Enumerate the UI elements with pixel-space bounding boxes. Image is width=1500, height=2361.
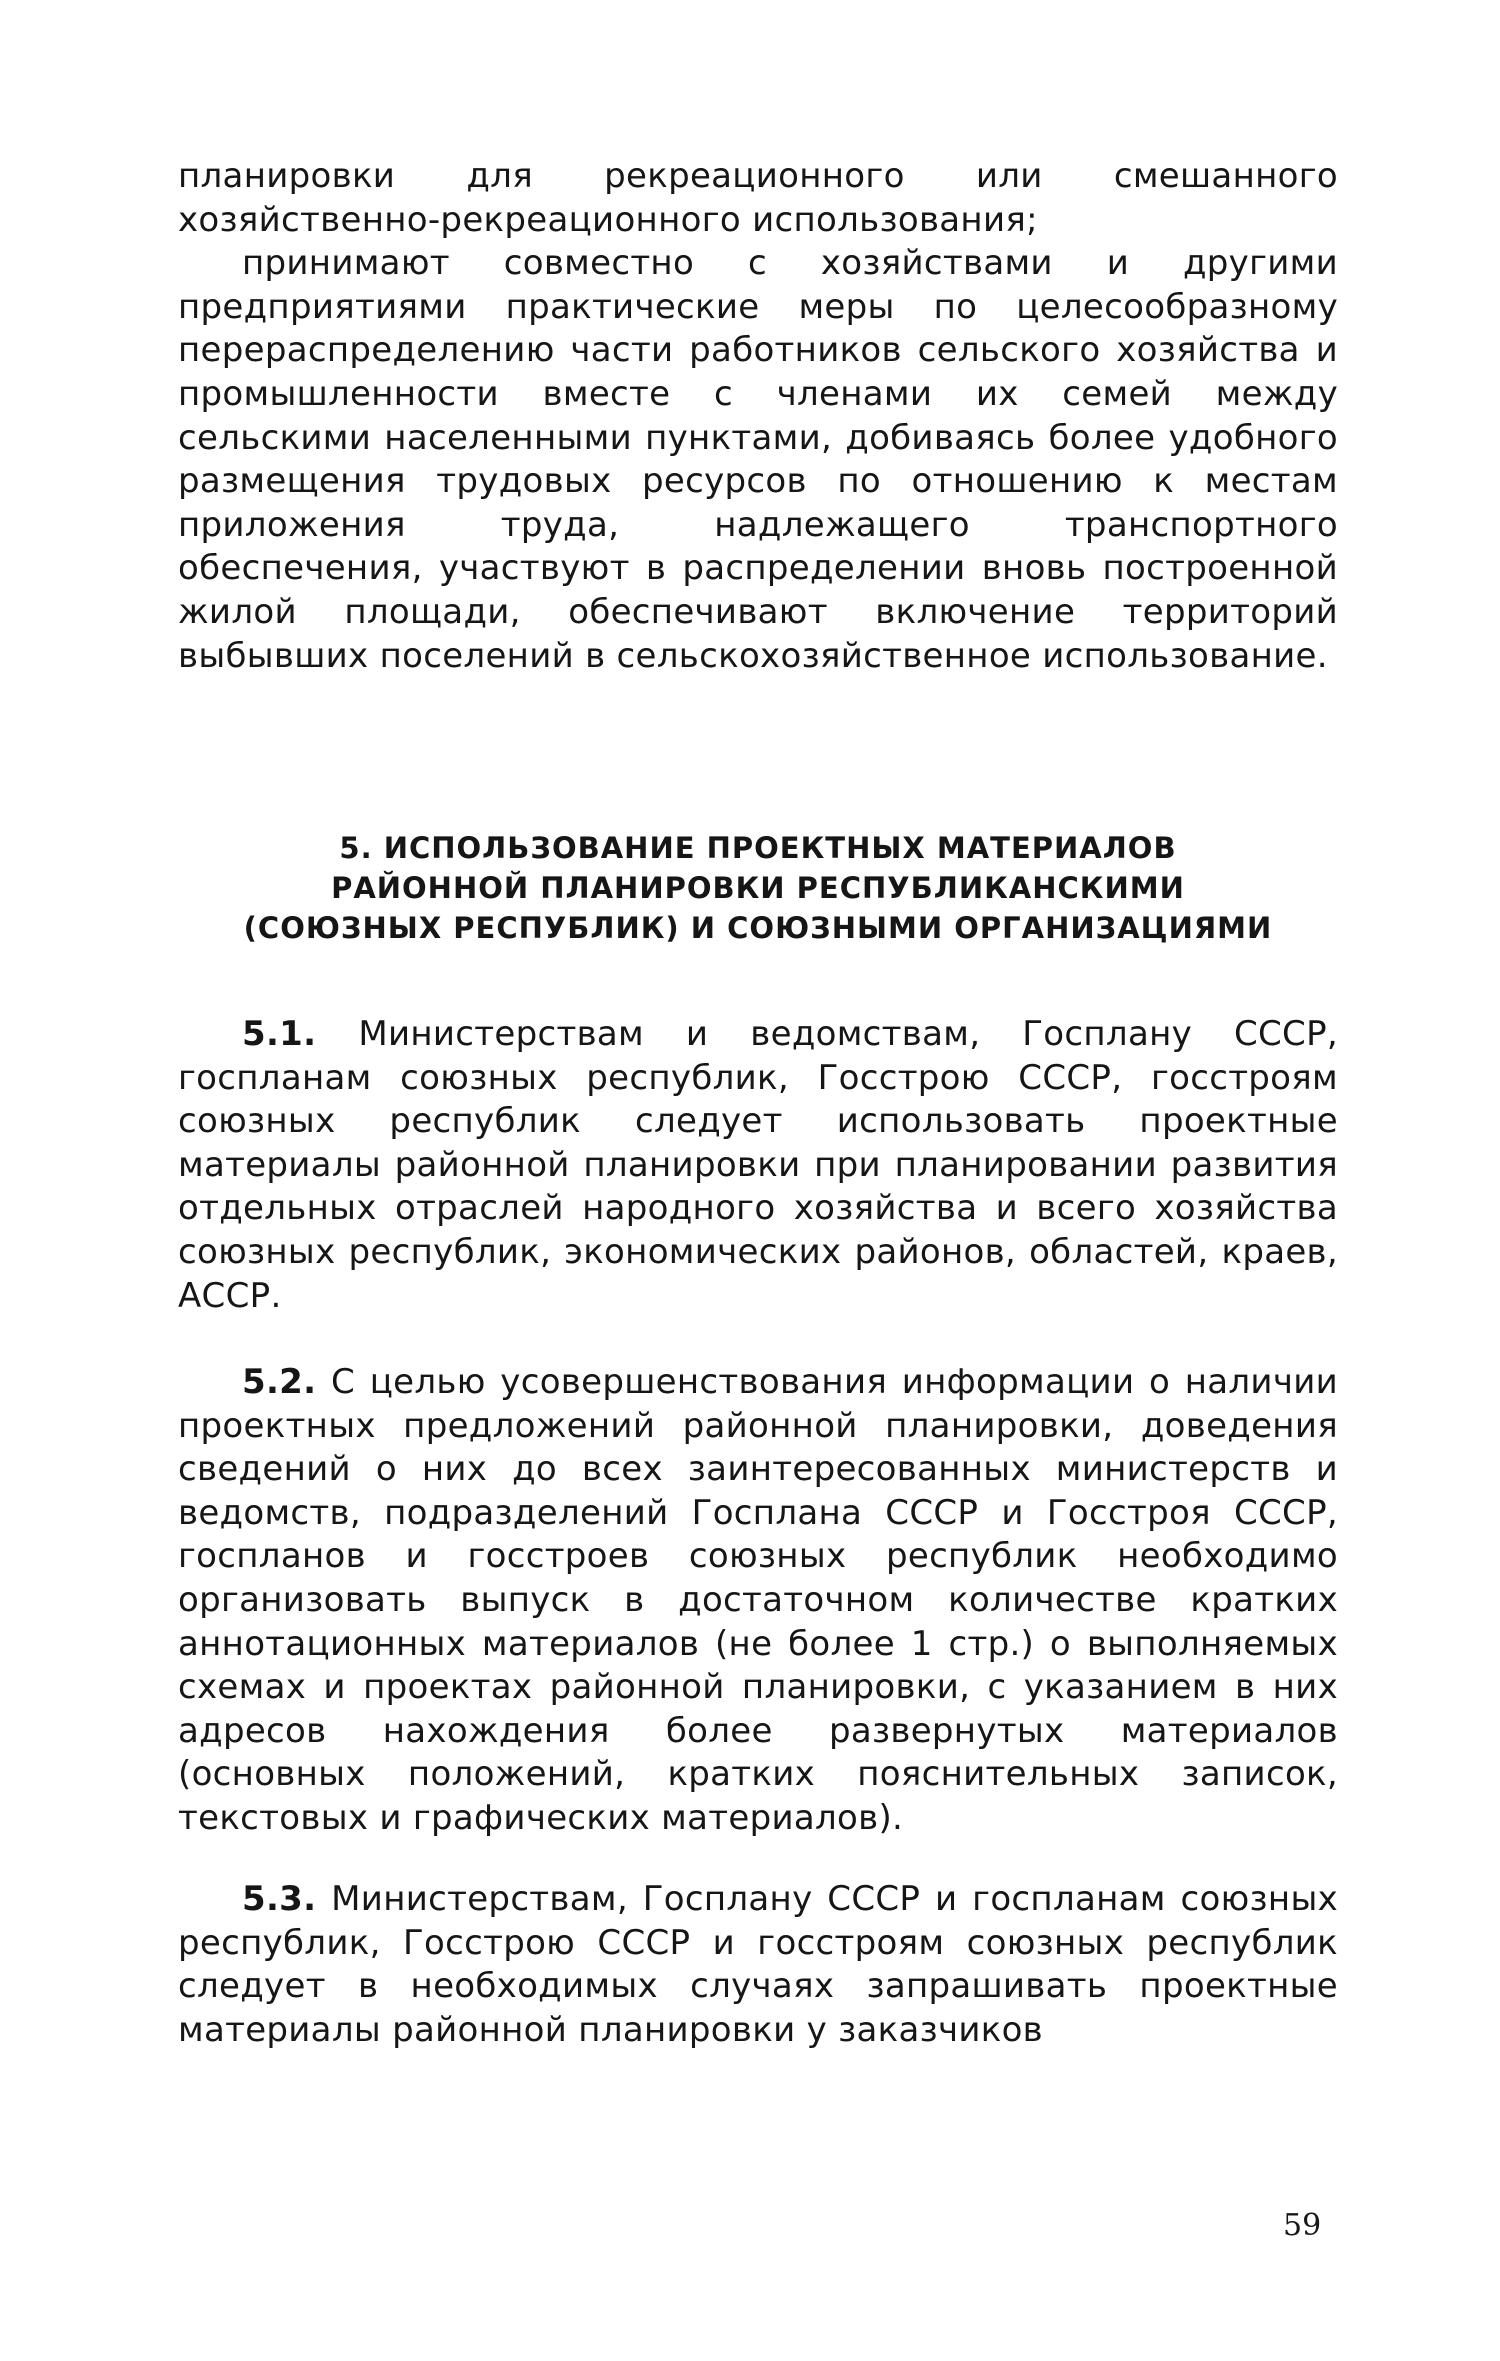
section-heading-line-3: (СОЮЗНЫХ РЕСПУБЛИК) И СОЮЗНЫМИ ОРГАНИЗАЦИЯМИ xyxy=(243,911,1273,945)
clause-text: Министерствам, Госплану СССР и госпланам союзных республик, Госстрою СССР и госстроям союзных республик следует в необходимых случаях запрашивать проектные материалы районной планировки у заказчиков xyxy=(178,1879,1339,2050)
clause-number: 5.1. xyxy=(242,1014,317,1054)
clause-text: Министерствам и ведомствам, Госплану СССР, госпланам союзных республик, Госстрою СССР, госстроям союзных республик следует использовать проектные материалы районной планировки при планировании развития отдельных отраслей народного хозяйства и всего хозяйства союзных республик, экономических районов, областей, краев, АССР. xyxy=(178,1014,1339,1316)
intro-continuation: планировки для рекреационного или смешанного хозяйственно-рекреационного использования; xyxy=(178,156,1338,240)
page-number: 59 xyxy=(1283,2208,1322,2243)
intro-text xyxy=(178,155,1338,678)
clause-text: С целью усовершенствования информации о наличии проектных предложений районной планировки, доведения сведений о них до всех заинтересованных министерств и ведомств, подразделений Госплана СССР и Госстроя СССР, госпланов и госстроев союзных республик необходимо организовать выпуск в достаточном количестве кратких аннотационных материалов (не более 1 стр.) о выполняемых схемах и проектах районной планировки, с указанием в них адресов нахождения более развернутых материалов (основных положений, кратких пояснительных записок, текстовых и графических материалов). xyxy=(178,1362,1339,1838)
section-heading-line-1: 5. ИСПОЛЬЗОВАНИЕ ПРОЕКТНЫХ МАТЕРИАЛОВ xyxy=(339,831,1177,865)
section-heading xyxy=(178,828,1338,948)
clause-5-2 xyxy=(178,1361,1338,1841)
section-heading-line-2: РАЙОННОЙ ПЛАНИРОВКИ РЕСПУБЛИКАНСКИМИ xyxy=(331,871,1185,905)
intro-paragraph: принимают совместно с хозяйствами и другими предприятиями практические меры по целесообразному перераспределению части работников сельского хозяйства и промышленности вместе с членами их семей между сельскими населенными пунктами, добиваясь более удобного размещения трудовых ресурсов по отношению к местам приложения труда, надлежащего транспортного обеспечения, участвуют в распределении вновь построенной жилой площади, обеспечивают включение территорий выбывших поселений в сельскохозяйственное использование. xyxy=(178,243,1338,676)
clause-5-1 xyxy=(178,1013,1338,1318)
clause-number: 5.3. xyxy=(242,1879,317,1919)
clause-number: 5.2. xyxy=(242,1362,317,1402)
clause-5-3 xyxy=(178,1878,1338,2052)
